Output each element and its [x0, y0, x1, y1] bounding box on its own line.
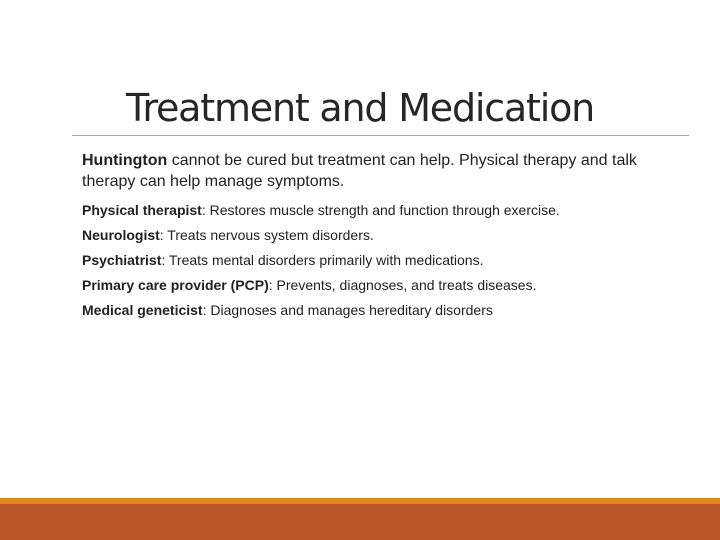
role-description: : Prevents, diagnoses, and treats diseases. [268, 277, 537, 293]
role-term: Psychiatrist [82, 252, 162, 268]
list-item [82, 298, 702, 323]
intro-term: Huntington [82, 152, 168, 169]
footer-band [0, 504, 720, 540]
role-description: : Treats mental disorders primarily with medications. [161, 252, 484, 268]
role-term: Medical geneticist [82, 302, 203, 318]
role-term: Physical therapist [82, 202, 202, 218]
role-term: Neurologist [82, 227, 160, 243]
list-item [82, 198, 702, 223]
role-term: Primary care provider (PCP) [82, 277, 269, 293]
title-divider [72, 135, 689, 136]
role-description: : Diagnoses and manages hereditary disorders [202, 302, 493, 318]
intro-text: cannot be cured but treatment can help. Physical therapy and talk therapy can help manage symptoms. [82, 152, 637, 190]
role-description: : Treats nervous system disorders. [159, 227, 374, 243]
role-description: : Restores muscle strength and function through exercise. [201, 202, 560, 218]
list-item [82, 223, 702, 248]
list-item [82, 273, 702, 298]
intro-paragraph [82, 150, 682, 192]
list-item [82, 248, 702, 273]
specialist-list [82, 198, 702, 323]
slide-title: Treatment and Medication [125, 86, 595, 130]
